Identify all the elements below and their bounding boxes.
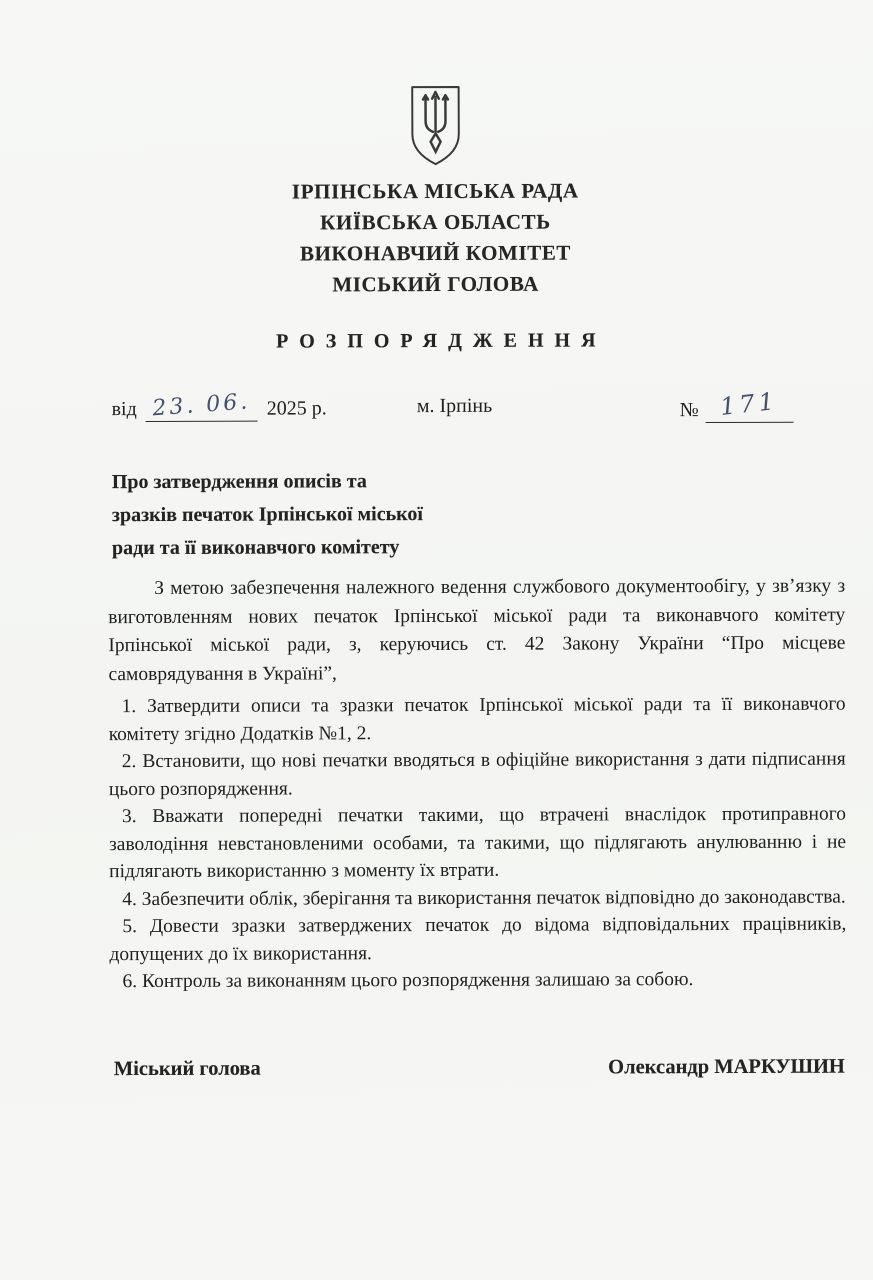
number-line <box>679 386 793 423</box>
order-item-3: 3. Вважати попередні печатки такими, що втрачені внаслідок протиправного заволодіння невстановленими особами, та такими, що підлягають анулюванню і не підлягають використанню з моменту їх втрати. <box>109 803 847 883</box>
handwritten-number: 171 <box>718 386 780 421</box>
subject-line: Про затвердження описів та <box>111 470 367 494</box>
signature-position: Міський голова <box>113 1057 261 1080</box>
subject-line: ради та її виконавчого комітету <box>111 536 400 560</box>
order-items <box>109 691 847 996</box>
date-prefix-label: від <box>111 398 137 421</box>
order-item-5: 5. Довести зразки затверджених печаток до відома відповідальних працівників, допущених до їх використання. <box>109 913 847 965</box>
org-header <box>0 174 872 301</box>
handwritten-date: 23. 06. <box>151 389 252 422</box>
order-item-4: 4. Забезпечити облік, зберігання та використання печаток відповідно до законодавства. <box>122 886 846 910</box>
date-blank-underline <box>146 389 258 422</box>
org-line-oblast: КИЇВСЬКА ОБЛАСТЬ <box>320 209 551 235</box>
intro-paragraph: З метою забезпечення належного ведення службового документообігу, у зв’язку з виготовленням нових печаток Ірпінської міської ради та виконавчого комітету Ірпінської міської ради, з, керуючись ст. 42 Закону України “Про місцеве самоврядування в Україні”, <box>108 575 846 685</box>
number-sign-label: № <box>679 399 699 422</box>
subject-line: зразків печаток Ірпінської міської <box>111 503 424 527</box>
order-item-1: 1. Затвердити описи та зразки печаток Ірпінської міської ради та її виконавчого комітету згідно Додатків №1, 2. <box>108 693 846 745</box>
ukraine-trident-icon <box>406 84 464 168</box>
org-line-executive: ВИКОНАВЧИЙ КОМІТЕТ <box>299 240 572 266</box>
emblem-container <box>0 0 872 170</box>
meta-row <box>0 383 873 432</box>
signature-row <box>114 1055 845 1081</box>
number-blank-underline <box>706 386 794 423</box>
order-item-6: 6. Контроль за виконанням цього розпорядження залишаю за собою. <box>122 969 694 993</box>
city-label: м. Ірпінь <box>416 394 493 418</box>
order-item-2: 2. Встановити, що нові печатки вводяться в офіційне використання з дати підписання цього розпорядження. <box>108 748 846 800</box>
org-line-mayor: МІСЬКИЙ ГОЛОВА <box>332 271 539 297</box>
signature-name: Олександр МАРКУШИН <box>608 1055 845 1078</box>
date-year-label: 2025 р. <box>266 397 327 420</box>
document-title: РОЗПОРЯДЖЕННЯ <box>276 329 607 353</box>
date-line <box>111 389 327 422</box>
org-line-council: ІРПІНСЬКА МІСЬКА РАДА <box>291 178 579 204</box>
subject-block <box>112 464 843 566</box>
